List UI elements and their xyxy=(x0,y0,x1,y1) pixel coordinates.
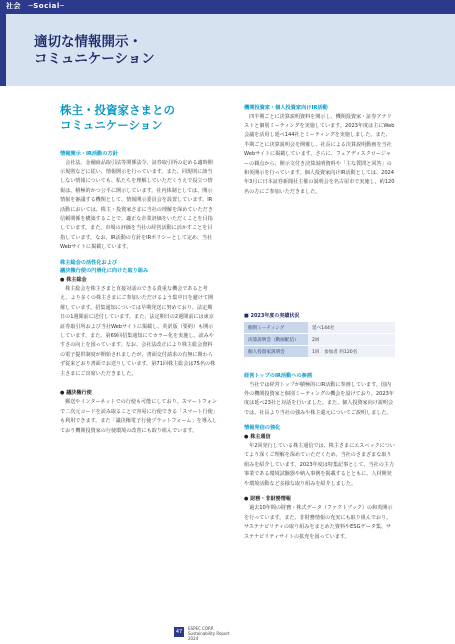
agm-heading-line2: 議決権行使の円滑化に向けた取り組み xyxy=(60,268,149,275)
right-column-bottom xyxy=(244,372,395,548)
category-label: 社会 ─Social─ xyxy=(6,2,65,10)
page-title-line2: コミュニケーション xyxy=(34,51,155,67)
page-title-line1: 適切な情報開示・ xyxy=(34,34,142,50)
results-table-caption: ■ 2023年度の実績状況 xyxy=(244,313,300,319)
shareholder-newsletter-subheading: ● 株主通信 xyxy=(244,433,271,440)
page-footer xyxy=(0,622,455,644)
section-title xyxy=(60,103,175,133)
shareholder-newsletter-text: 年2回発行している株主通信では、株主さまにエスペックについてより深くご理解を深めていただくため、当社のさまざまな取り組みを紹介しています。2023年度は特集記事として、当社の主力事業である環境試験器や納入事例を掲載するとともに、人材開発や環境活動など多様な取り組みを紹介しました。 xyxy=(244,443,395,487)
agm-text: 株主総会を株主さまと直接対話のできる貴重な機会であると考え、より多くの株主さまにご参加いただけるよう集中日を避けて開催しています。招集通知については早期発送に努めており、法定期日の1週間前に送付しています。また、法定期日の2週間前には東京証券取引所および当社Webサイトに掲載し、英訳版（要約）も開示しています。また、第69回招集通知にてカラー化を実施し、読みやすさの向上を図っています。なお、会社法改正により株主総会資料の電子提供制度が開始されましたが、書面交付請求の有無に関わらず従来どおり書面でお送りしています。第71回株主総会は75名の株主さまにご出席いただきました。 xyxy=(60,285,216,377)
section-title-line1: 株主・投資家さまとの xyxy=(60,103,175,117)
left-column xyxy=(60,150,217,442)
investor-ir-text: 四半期ごとに決算説明資料を開示し、機関投資家・証券アナリストと個別ミーティングを実施しています。2023年度は主にWeb会議を活用し延べ144社とミーティングを実施しました。また、半期ごとに決算説明会を開催し、社長による決算説明動画を当社Webサイトに掲載しています。さらに、フェアディスクロージャーの観点から、開示文付き決算説明資料や「主な質問と回答」の和英開示を行っています。個人投資家向けIR活動としては、2024年3月に日本証券新聞社主催の説明会を名古屋市で実施し、約120名の方にご参加いただきました。 xyxy=(244,113,395,195)
table-key: 決算説明会（動画配信） xyxy=(244,334,308,346)
agm-heading-line1: 株主総会の活性化および xyxy=(60,259,118,266)
page-number: 47 xyxy=(175,629,183,635)
investor-ir-heading: 機関投資家・個人投資家向けIR活動 xyxy=(244,105,328,111)
page-title xyxy=(34,34,155,68)
footer-report: Sustainability Report xyxy=(188,631,230,636)
voting-text: 郵送やインターネットでの行使も可能にしており、スマートフォンで二次元コードを読み取ることで容易に行使できる「スマート行使」も利用できます。また「議決権電子行使プラットフォーム」を導入しており機関投資家の行使環境の改善にも取り組んでいます。 xyxy=(60,399,217,434)
table-key: 個別ミーティング xyxy=(244,322,308,334)
disclosure-policy-heading: 情報開示・IR活動の方針 xyxy=(60,151,118,157)
info-strengthening-heading: 情報発信の強化 xyxy=(244,425,281,432)
disclosure-policy-block xyxy=(60,150,217,253)
top-bar xyxy=(0,0,455,14)
hero-accent xyxy=(0,14,6,86)
top-management-heading: 経営トップのIR活動への参画 xyxy=(244,373,313,379)
financial-info-block xyxy=(244,495,395,542)
section-title-line2: コミュニケーション xyxy=(60,118,163,132)
table-value: 1回 参加者 約120名 xyxy=(308,346,395,358)
footer-report-name xyxy=(188,626,230,641)
footer-year: 2024 xyxy=(188,636,199,641)
right-column-top xyxy=(244,104,395,197)
voting-block xyxy=(60,389,217,436)
voting-subheading: ● 議決権行使 xyxy=(60,390,92,397)
results-table xyxy=(244,322,395,358)
top-management-text: 当社では経営トップが積極的にIR活動に参画しています。国内外の機関投資家と個別ミーティングの機会を設けており、2023年度は延べ23社と対話を行いました。また、個人投資家向け説明会では、社長より当社の強みや株主還元についてご説明しました。 xyxy=(244,381,394,416)
table-row xyxy=(244,334,395,346)
table-row xyxy=(244,346,395,358)
table-value: 2回 xyxy=(308,334,395,346)
top-management-block xyxy=(244,372,395,418)
footer-company: ESPEC CORP. xyxy=(188,626,214,631)
info-strengthening-block xyxy=(244,424,395,489)
financial-info-text: 過去10年間の財務・株式データ（ファクトブック）の和英開示を行っています。また、非財務情報の充実にも取り組んでおり、サステナビリティの取り組みをまとめた資料やESGデータ集、サステナビリティサイトの拡充を図っています。 xyxy=(244,505,393,540)
table-key: 個人投資家説明会 xyxy=(244,346,308,358)
hero-banner xyxy=(0,14,455,86)
table-value: 延べ144社 xyxy=(308,322,395,334)
agm-subheading: ● 株主総会 xyxy=(60,276,87,283)
table-row xyxy=(244,322,395,334)
agm-block xyxy=(60,259,217,379)
financial-info-subheading: ● 財務・非財務情報 xyxy=(244,496,291,503)
disclosure-policy-text: 会社法、金融商品取引法等関係法令、証券取引所の定める適時開示規則などに従い、情報開示を行っています。また、同規則に該当しない情報についても、私たちを理解していただくうえで役立つ情報は、積極的かつ公平に開示しています。社内体制としては、開示情報を審議する機関として、情報開示委員会を設置しています。IR活動においては、株主・投資家さまに当社の理解を深めていただき信頼関係を構築することで、適正な企業評価をいただくことを目指しています。また、市場の評価を当社の経営活動に活かすことを目指しています。なお、IR活動の方針をIRポリシーとして定め、当社Webサイトに掲載しています。 xyxy=(60,159,213,251)
